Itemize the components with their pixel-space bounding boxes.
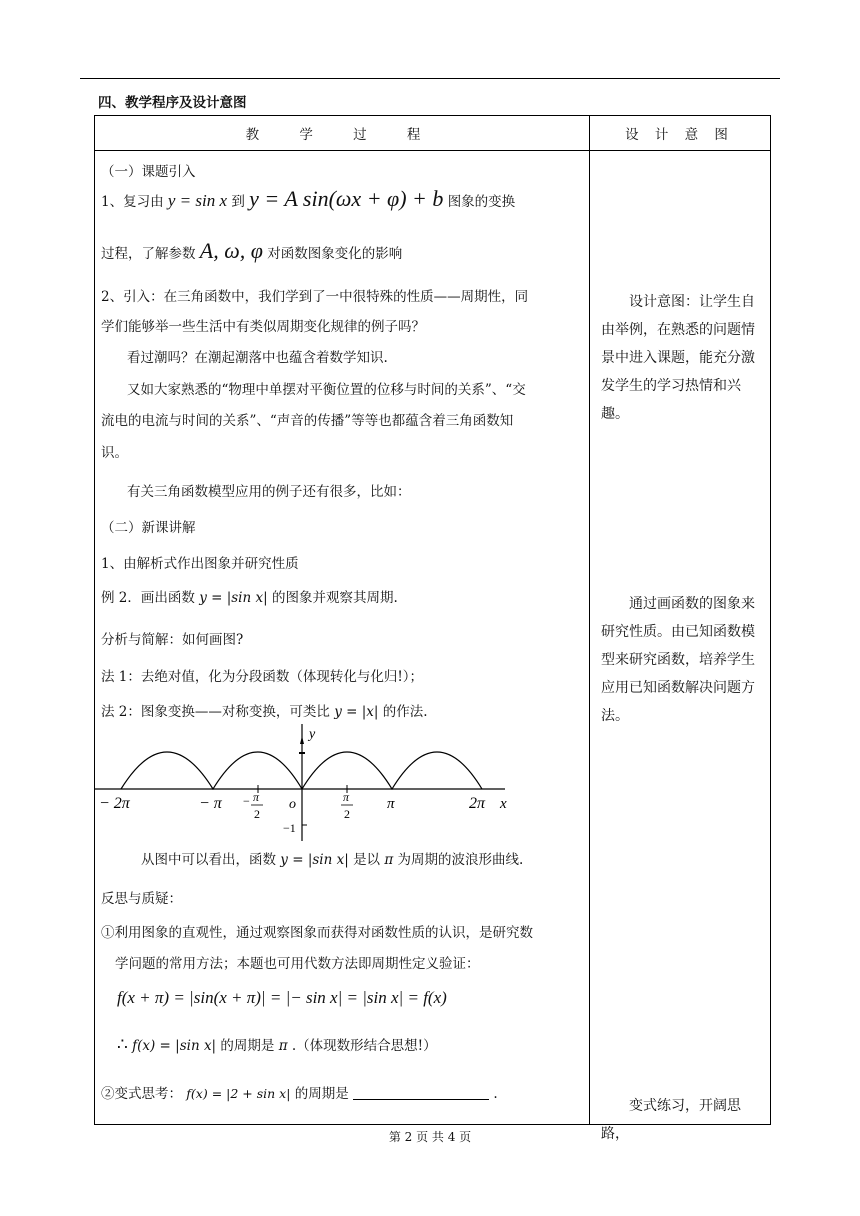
- variant-func: f(x) = |2 + sin x|: [186, 1086, 291, 1101]
- conclusion-func: y = |sin x|: [280, 852, 349, 868]
- params-prefix: 过程，了解参数: [101, 246, 196, 262]
- review-formula-1: y = sin x: [167, 191, 228, 210]
- params-vars: A, ω, φ: [199, 238, 263, 263]
- header-process: 教 学 过 程: [95, 116, 589, 151]
- y-axis-label: y: [309, 727, 316, 742]
- therefore-symbol: ∴: [117, 1035, 128, 1055]
- pi-label: π: [387, 796, 395, 812]
- header-intent: 设 计 意 图: [589, 116, 770, 151]
- variant-prefix: ②变式思考：: [101, 1086, 182, 1102]
- half-pi-num: π: [343, 790, 350, 804]
- point-1-line-1: ①利用图象的直观性，通过观察图象而获得对函数性质的认识，是研究数: [101, 925, 533, 941]
- review-suffix: 图象的变换: [447, 194, 516, 210]
- method2-suffix: 的作法.: [382, 704, 428, 720]
- example-2-line: [101, 586, 398, 606]
- review-prefix: 1、复习由: [101, 194, 164, 210]
- section-title: 四、教学程序及设计意图: [98, 95, 247, 111]
- intent-note-2: 通过画函数的图象来研究性质。由已知函数模型来研究函数，培养学生应用已知函数解决问题方法。: [601, 596, 755, 724]
- therefore-func: f(x) = |sin x|: [132, 1038, 217, 1054]
- variant-line: [101, 1082, 498, 1102]
- verify-equation: f(x + π) = |sin(x + π)| = |− sin x| = |sin x| = f(x): [117, 988, 447, 1007]
- analysis-line: 分析与简解：如何画图?: [101, 632, 244, 648]
- neg-two-pi-label: − 2π: [99, 795, 130, 812]
- reflect-line: 反思与质疑：: [101, 891, 182, 907]
- y-axis-arrow-icon: [300, 736, 304, 744]
- params-suffix: 对函数图象变化的影响: [267, 246, 403, 262]
- neg-pi-label: − π: [199, 795, 222, 812]
- examples-line: 有关三角函数模型应用的例子还有很多，比如：: [127, 484, 411, 500]
- intent-note-3: 变式练习，开阔思路，: [601, 1098, 741, 1142]
- point-1-line-2: 学问题的常用方法；本题也可用代数方法即周期性定义验证：: [115, 956, 480, 972]
- introduce-line-1: 2、引入：在三角函数中，我们学到了一中很特殊的性质——周期性，同: [101, 289, 529, 305]
- introduce-line-2: 学们能够举一些生活中有类似周期变化规律的例子吗？: [101, 319, 425, 335]
- physics-line-2: 流电的电流与时间的关系”、“声音的传播”等等也都蕴含着三角函数知: [101, 413, 514, 429]
- method2-func: y = |x|: [334, 704, 379, 720]
- ex2-prefix: 例 2．画出函数: [101, 590, 195, 606]
- page-footer: 第 2 页 共 4 页: [388, 1130, 472, 1144]
- therefore-mid: 的周期是: [220, 1038, 275, 1054]
- intent-note-1: 设计意图：让学生自由举例，在熟悉的问题情景中进入课题，能充分激发学生的学习热情和兴趣。: [601, 294, 755, 422]
- half-pi-den: 2: [344, 807, 350, 821]
- ex2-func: y = |sin x|: [199, 590, 268, 606]
- review-formula-2: y = A sin(ωx + φ) + b: [249, 186, 444, 211]
- physics-line-3: 识。: [101, 445, 128, 461]
- method2-prefix: 法 2：图象变换——对称变换，可类比: [101, 704, 330, 720]
- conclusion-line: [141, 848, 523, 868]
- header-rule: [80, 78, 780, 79]
- origin-label: o: [289, 797, 296, 812]
- conclusion-pi: π: [384, 852, 394, 868]
- neg-sign-label: −: [243, 794, 250, 808]
- method-1: 法 1：去绝对值，化为分段函数（体现转化与化归!）；: [101, 669, 424, 685]
- neg-half-pi-num: π: [253, 790, 260, 804]
- column-divider: [589, 116, 590, 1124]
- neg-one-label: −1: [283, 821, 296, 835]
- conclusion-mid: 是以: [353, 852, 381, 868]
- answer-blank: [353, 1087, 489, 1100]
- conclusion-prefix: 从图中可以看出，函数: [141, 852, 276, 868]
- variant-end: .: [493, 1086, 498, 1102]
- x-axis-label: x: [500, 796, 507, 812]
- therefore-line: [117, 1034, 437, 1055]
- intro-heading: （一）课题引入: [101, 164, 196, 180]
- review-mid: 到: [231, 194, 245, 210]
- item-1: 1、由解析式作出图象并研究性质: [101, 556, 299, 572]
- conclusion-suffix: 为周期的波浪形曲线.: [397, 852, 524, 868]
- two-pi-label: 2π: [469, 795, 486, 812]
- tide-line: 看过潮吗？在潮起潮落中也蕴含着数学知识.: [127, 350, 388, 366]
- params-line: [101, 238, 402, 264]
- therefore-suffix: .（体现数形结合思想!）: [291, 1038, 437, 1054]
- review-line: [101, 186, 515, 212]
- abs-sine-graph: [95, 716, 589, 846]
- new-heading: （二）新课讲解: [101, 520, 196, 536]
- physics-line-1: 又如大家熟悉的“物理中单摆对平衡位置的位移与时间的关系”、“交: [127, 382, 526, 398]
- ex2-suffix: 的图象并观察其周期.: [271, 590, 398, 606]
- therefore-pi: π: [278, 1038, 288, 1054]
- neg-half-pi-den: 2: [254, 807, 260, 821]
- variant-mid: 的周期是: [294, 1086, 349, 1102]
